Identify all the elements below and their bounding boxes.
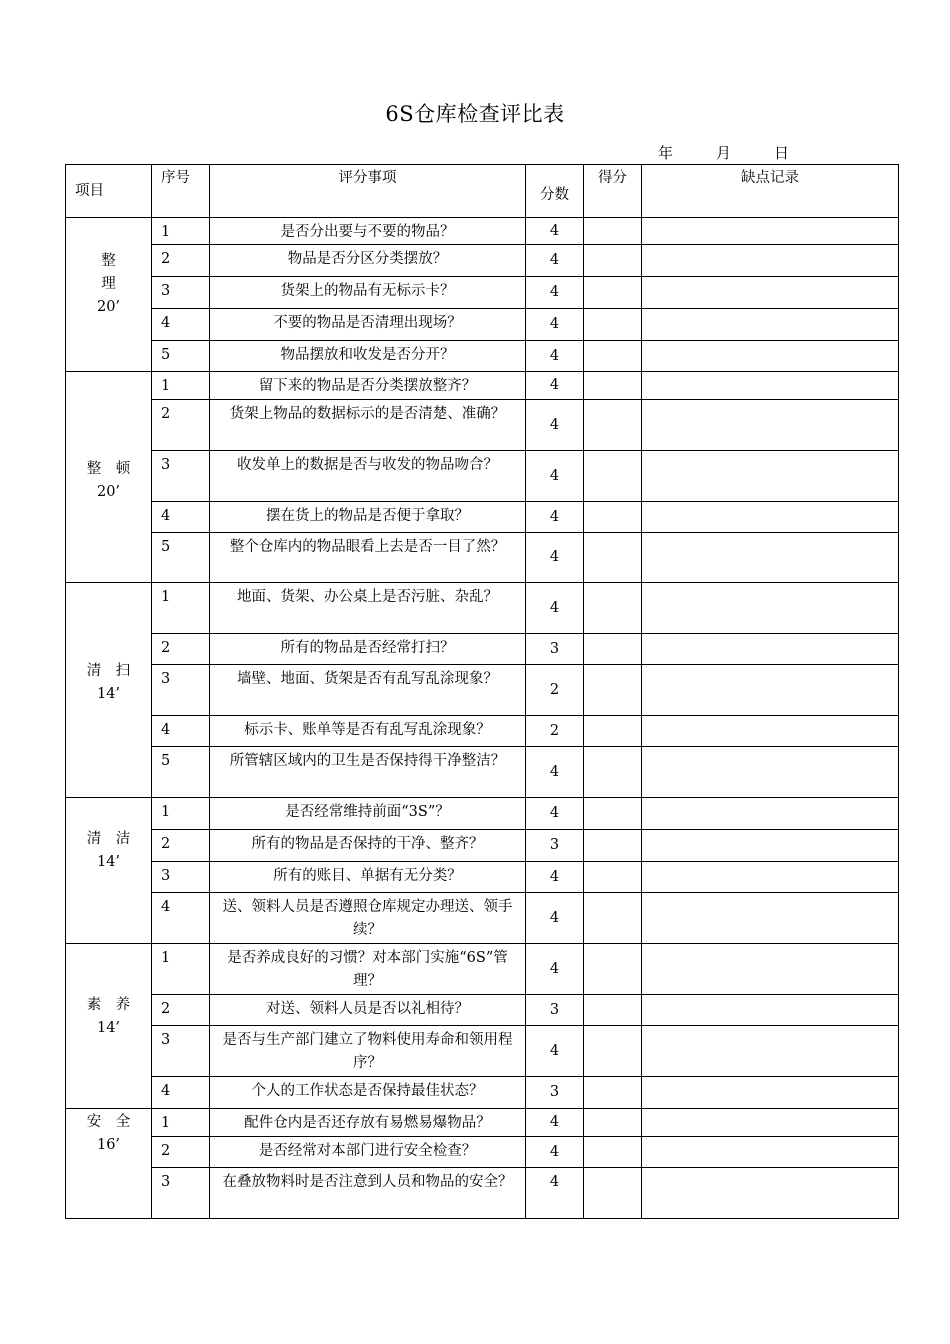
defect-record-cell[interactable]	[642, 502, 899, 533]
defect-record-cell[interactable]	[642, 1109, 899, 1137]
defect-record-cell[interactable]	[642, 245, 899, 277]
got-score-cell[interactable]	[584, 862, 642, 893]
got-score-cell[interactable]	[584, 1109, 642, 1137]
got-score-cell[interactable]	[584, 341, 642, 372]
got-score-cell[interactable]	[584, 1077, 642, 1109]
date-year-label: 年	[658, 144, 674, 162]
category-name: 整 顿	[86, 461, 131, 477]
score-cell: 4	[526, 451, 584, 502]
got-score-cell[interactable]	[584, 893, 642, 944]
table-row	[66, 277, 899, 309]
defect-record-cell[interactable]	[642, 341, 899, 372]
defect-record-cell[interactable]	[642, 716, 899, 747]
date-month-label: 月	[716, 144, 732, 162]
seq-cell: 4	[152, 502, 210, 533]
table-row	[66, 798, 899, 830]
defect-record-cell[interactable]	[642, 995, 899, 1026]
table-row	[66, 862, 899, 893]
score-cell: 4	[526, 1137, 584, 1168]
defect-record-cell[interactable]	[642, 665, 899, 716]
category-points: 16’	[96, 1137, 121, 1153]
seq-cell: 1	[152, 218, 210, 245]
item-desc-cell: 墙壁、地面、货架是否有乱写乱涂现象？	[210, 665, 526, 716]
header-record: 缺点记录	[642, 165, 899, 218]
table-row	[66, 1168, 899, 1219]
inspection-table	[65, 164, 899, 1219]
score-cell: 4	[526, 341, 584, 372]
score-cell: 4	[526, 1026, 584, 1077]
category-name: 清 洁	[86, 830, 131, 847]
item-desc-cell: 所有的账目、单据有无分类？	[210, 862, 526, 893]
score-cell: 4	[526, 893, 584, 944]
defect-record-cell[interactable]	[642, 862, 899, 893]
item-desc-cell: 整个仓库内的物品眼看上去是否一目了然？	[210, 533, 526, 583]
item-desc-cell: 货架上物品的数据标示的是否清楚、准确？	[210, 400, 526, 451]
score-cell: 3	[526, 1077, 584, 1109]
score-cell: 4	[526, 1168, 584, 1219]
score-cell: 3	[526, 830, 584, 862]
seq-cell: 2	[152, 400, 210, 451]
item-desc-cell: 所有的物品是否保持的干净、整齐？	[210, 830, 526, 862]
item-desc-cell: 送、领料人员是否遵照仓库规定办理送、领手续？	[210, 893, 526, 944]
seq-cell: 1	[152, 798, 210, 830]
defect-record-cell[interactable]	[642, 747, 899, 798]
score-cell: 2	[526, 716, 584, 747]
score-cell: 4	[526, 372, 584, 400]
score-cell: 3	[526, 634, 584, 665]
table-row	[66, 502, 899, 533]
seq-cell: 2	[152, 634, 210, 665]
defect-record-cell[interactable]	[642, 372, 899, 400]
got-score-cell[interactable]	[584, 245, 642, 277]
seq-cell: 5	[152, 747, 210, 798]
table-row	[66, 716, 899, 747]
item-desc-cell: 所管辖区域内的卫生是否保持得干净整洁？	[210, 747, 526, 798]
table-row	[66, 747, 899, 798]
got-score-cell[interactable]	[584, 634, 642, 665]
table-row	[66, 309, 899, 341]
got-score-cell[interactable]	[584, 1026, 642, 1077]
item-desc-cell: 标示卡、账单等是否有乱写乱涂现象？	[210, 716, 526, 747]
header-row	[66, 165, 899, 218]
score-cell: 4	[526, 309, 584, 341]
got-score-cell[interactable]	[584, 1137, 642, 1168]
seq-cell: 4	[152, 309, 210, 341]
got-score-cell[interactable]	[584, 944, 642, 995]
item-desc-cell: 留下来的物品是否分类摆放整齐？	[210, 372, 526, 400]
item-desc-cell: 对送、领料人员是否以礼相待？	[210, 995, 526, 1026]
score-cell: 4	[526, 747, 584, 798]
table-row	[66, 634, 899, 665]
category-name: 清 扫	[86, 663, 131, 679]
got-score-cell[interactable]	[584, 400, 642, 451]
seq-cell: 4	[152, 893, 210, 944]
got-score-cell[interactable]	[584, 830, 642, 862]
defect-record-cell[interactable]	[642, 1077, 899, 1109]
table-row	[66, 944, 899, 995]
category-points: 14’	[96, 853, 121, 870]
category-name: 素 养	[86, 997, 131, 1013]
score-cell: 3	[526, 995, 584, 1026]
category-cell	[66, 583, 152, 798]
date-day-label: 日	[774, 144, 790, 162]
item-desc-cell: 是否与生产部门建立了物料使用寿命和领用程序？	[210, 1026, 526, 1077]
got-score-cell[interactable]	[584, 747, 642, 798]
header-desc: 评分事项	[210, 165, 526, 218]
category-points: 14’	[96, 1020, 121, 1036]
got-score-cell[interactable]	[584, 798, 642, 830]
got-score-cell[interactable]	[584, 716, 642, 747]
table-row	[66, 995, 899, 1026]
item-desc-cell: 摆在货上的物品是否便于拿取？	[210, 502, 526, 533]
defect-record-cell[interactable]	[642, 309, 899, 341]
got-score-cell[interactable]	[584, 372, 642, 400]
got-score-cell[interactable]	[584, 309, 642, 341]
item-desc-cell: 是否养成良好的习惯？对本部门实施“6S”管理？	[210, 944, 526, 995]
defect-record-cell[interactable]	[642, 400, 899, 451]
date-line	[658, 142, 789, 163]
got-score-cell[interactable]	[584, 451, 642, 502]
category-cell	[66, 218, 152, 372]
header-got: 得分	[584, 165, 642, 218]
defect-record-cell[interactable]	[642, 451, 899, 502]
score-cell: 2	[526, 665, 584, 716]
seq-cell: 3	[152, 1168, 210, 1219]
score-cell: 4	[526, 1109, 584, 1137]
table-row	[66, 1137, 899, 1168]
item-desc-cell: 收发单上的数据是否与收发的物品吻合？	[210, 451, 526, 502]
item-desc-cell: 货架上的物品有无标示卡？	[210, 277, 526, 309]
item-desc-cell: 是否经常维持前面“3S”？	[210, 798, 526, 830]
score-cell: 4	[526, 245, 584, 277]
category-name: 整 理	[101, 253, 116, 292]
category-points: 20’	[96, 299, 121, 315]
item-desc-cell: 个人的工作状态是否保持最佳状态？	[210, 1077, 526, 1109]
seq-cell: 2	[152, 995, 210, 1026]
item-desc-cell: 是否分出要与不要的物品？	[210, 218, 526, 245]
seq-cell: 4	[152, 1077, 210, 1109]
seq-cell: 2	[152, 1137, 210, 1168]
score-cell: 4	[526, 862, 584, 893]
item-desc-cell: 物品摆放和收发是否分开？	[210, 341, 526, 372]
category-points: 14’	[96, 686, 121, 702]
seq-cell: 1	[152, 944, 210, 995]
header-seq: 序号	[152, 165, 210, 218]
item-desc-cell: 配件仓内是否还存放有易燃易爆物品？	[210, 1109, 526, 1137]
defect-record-cell[interactable]	[642, 893, 899, 944]
seq-cell: 3	[152, 451, 210, 502]
seq-cell: 5	[152, 533, 210, 583]
item-desc-cell: 地面、货架、办公桌上是否污脏、杂乱？	[210, 583, 526, 634]
score-cell: 4	[526, 218, 584, 245]
seq-cell: 2	[152, 245, 210, 277]
seq-cell: 3	[152, 277, 210, 309]
seq-cell: 1	[152, 372, 210, 400]
score-cell: 4	[526, 944, 584, 995]
table-row	[66, 1077, 899, 1109]
item-desc-cell: 所有的物品是否经常打扫？	[210, 634, 526, 665]
table-row	[66, 372, 899, 400]
score-cell: 4	[526, 277, 584, 309]
table-row	[66, 665, 899, 716]
item-desc-cell: 物品是否分区分类摆放？	[210, 245, 526, 277]
score-cell: 4	[526, 583, 584, 634]
defect-record-cell[interactable]	[642, 583, 899, 634]
seq-cell: 1	[152, 1109, 210, 1137]
seq-cell: 2	[152, 830, 210, 862]
defect-record-cell[interactable]	[642, 533, 899, 583]
table-row	[66, 533, 899, 583]
item-desc-cell: 不要的物品是否清理出现场？	[210, 309, 526, 341]
got-score-cell[interactable]	[584, 218, 642, 245]
table-row	[66, 245, 899, 277]
got-score-cell[interactable]	[584, 583, 642, 634]
got-score-cell[interactable]	[584, 277, 642, 309]
defect-record-cell[interactable]	[642, 277, 899, 309]
item-desc-cell: 是否经常对本部门进行安全检查？	[210, 1137, 526, 1168]
table-row	[66, 218, 899, 245]
defect-record-cell[interactable]	[642, 830, 899, 862]
table-body	[66, 218, 899, 1219]
category-name: 安 全	[86, 1114, 131, 1130]
category-cell	[66, 1109, 152, 1219]
got-score-cell[interactable]	[584, 995, 642, 1026]
seq-cell: 1	[152, 583, 210, 634]
category-cell	[66, 944, 152, 1109]
score-cell: 4	[526, 502, 584, 533]
got-score-cell[interactable]	[584, 533, 642, 583]
score-cell: 4	[526, 400, 584, 451]
defect-record-cell[interactable]	[642, 1168, 899, 1219]
got-score-cell[interactable]	[584, 665, 642, 716]
got-score-cell[interactable]	[584, 502, 642, 533]
defect-record-cell[interactable]	[642, 1137, 899, 1168]
defect-record-cell[interactable]	[642, 798, 899, 830]
item-desc-cell: 在叠放物料时是否注意到人员和物品的安全？	[210, 1168, 526, 1219]
category-cell	[66, 372, 152, 583]
category-points: 20’	[96, 484, 121, 500]
table-row	[66, 400, 899, 451]
defect-record-cell[interactable]	[642, 634, 899, 665]
table-row	[66, 1109, 899, 1137]
got-score-cell[interactable]	[584, 1168, 642, 1219]
seq-cell: 3	[152, 665, 210, 716]
score-cell: 4	[526, 798, 584, 830]
score-cell: 4	[526, 533, 584, 583]
header-score: 分数	[526, 165, 584, 218]
defect-record-cell[interactable]	[642, 218, 899, 245]
table-row	[66, 583, 899, 634]
table-row	[66, 451, 899, 502]
seq-cell: 4	[152, 716, 210, 747]
seq-cell: 3	[152, 862, 210, 893]
category-cell	[66, 798, 152, 944]
seq-cell: 5	[152, 341, 210, 372]
table-row	[66, 830, 899, 862]
table-row	[66, 1026, 899, 1077]
seq-cell: 3	[152, 1026, 210, 1077]
header-item: 项目	[66, 165, 152, 218]
table-row	[66, 893, 899, 944]
table-row	[66, 341, 899, 372]
defect-record-cell[interactable]	[642, 944, 899, 995]
defect-record-cell[interactable]	[642, 1026, 899, 1077]
page-title: 6S仓库检查评比表	[385, 102, 565, 126]
